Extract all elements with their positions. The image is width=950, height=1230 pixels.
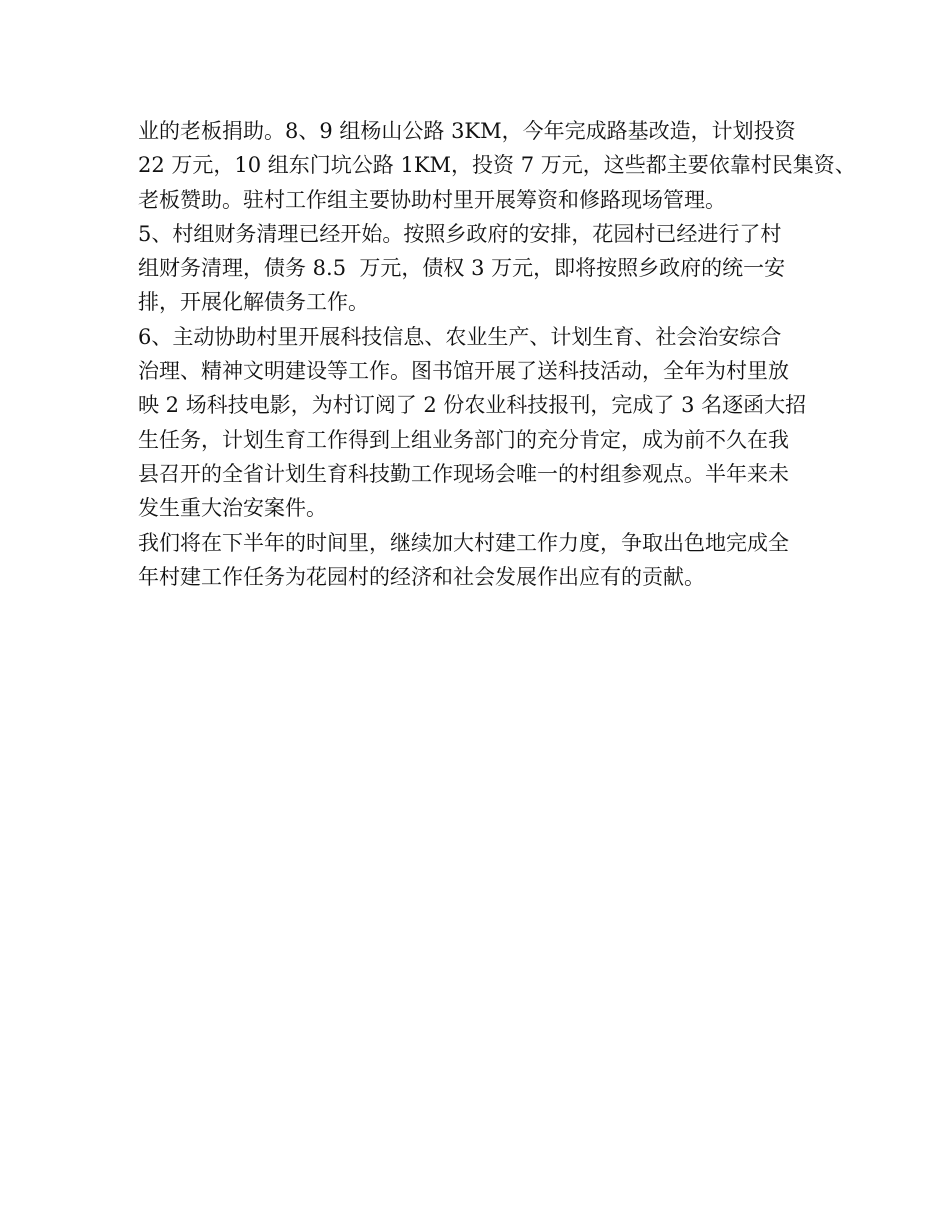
text-line: 年村建工作任务为花园村的经济和社会发展作出应有的贡献。 — [138, 564, 705, 589]
text-line: 22 万元，10 组东门坑公路 1KM，投资 7 万元，这些都主要依靠村民集资、 — [138, 153, 856, 178]
text-line: 治理、精神文明建设等工作。图书馆开展了送科技活动，全年为村里放 — [138, 359, 789, 384]
text-line: 县召开的全省计划生育科技勤工作现场会唯一的村组参观点。半年来未 — [138, 461, 789, 486]
text-line: 排，开展化解债务工作。 — [138, 290, 369, 315]
text-line: 映 2 场科技电影，为村订阅了 2 份农业科技报刊，完成了 3 名逐函大招 — [138, 393, 807, 418]
text-line: 6、主动协助村里开展科技信息、农业生产、计划生育、社会治安综合 — [138, 324, 782, 349]
text-line: 生任务，计划生育工作得到上组业务部门的充分肯定，成为前不久在我 — [138, 427, 789, 452]
document-body — [138, 114, 856, 594]
text-line: 老板赞助。驻村工作组主要协助村里开展筹资和修路现场管理。 — [138, 187, 726, 212]
text-line: 发生重大治安案件。 — [138, 496, 327, 521]
text-line: 业的老板捐助。8、9 组杨山公路 3KM，今年完成路基改造，计划投资 — [138, 119, 796, 143]
text-line: 我们将在下半年的时间里，继续加大村建工作力度，争取出色地完成全 — [138, 530, 789, 555]
text-line: 组财务清理，债务 8.5 万元，债权 3 万元，即将按照乡政府的统一安 — [138, 256, 786, 281]
text-line: 5、村组财务清理已经开始。按照乡政府的安排，花园村已经进行了村 — [138, 221, 782, 246]
